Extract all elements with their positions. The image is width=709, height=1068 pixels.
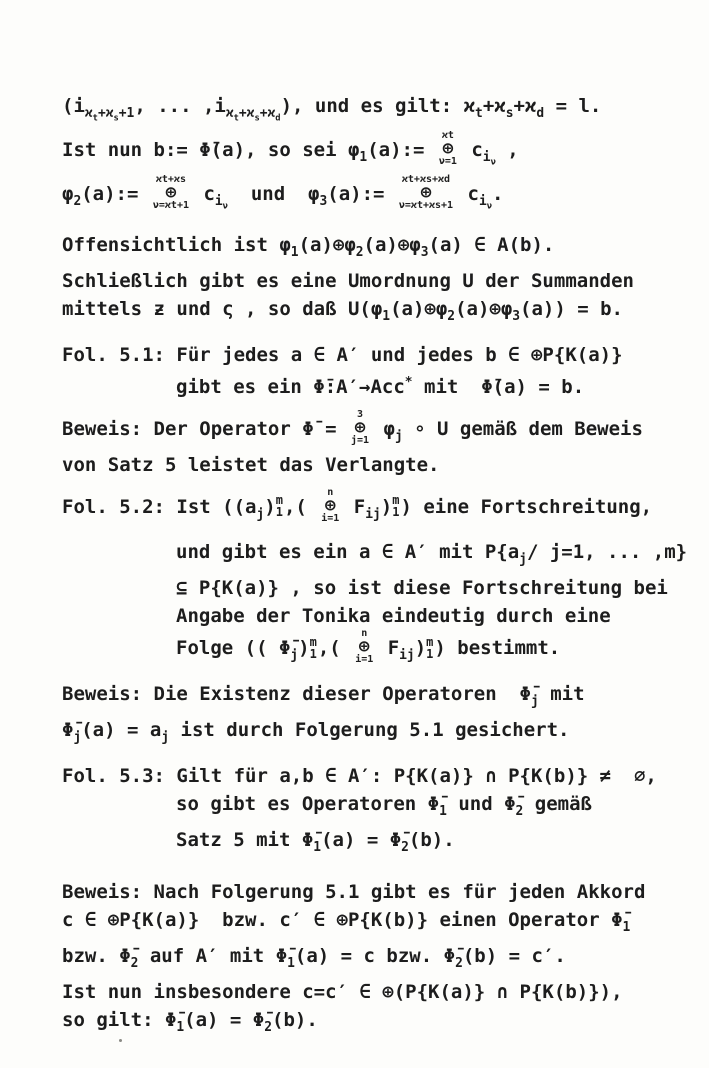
text-line: Beweis: Der Operator Φ̄ = 3 ⊕ j=1 $\varphi_j$ ∘ U gemäß dem Beweis (62, 408, 643, 446)
sup-sub-index (276, 494, 283, 518)
subscript: d (275, 113, 281, 124)
operator-upper-limit: n (361, 628, 368, 640)
subscript: 1 (382, 308, 391, 324)
superscript: * (404, 374, 413, 390)
text-line: Folge (( $\Phī_j$) m 1 ,( n ⊕ i=1 $F_{ij}$) m 1 ) bestimmt. (176, 628, 561, 666)
operator-lower-limit: i=1 (321, 512, 340, 524)
subscript: s (254, 113, 260, 124)
text-line: ($i_{ϰ_t+ϰ_s+1}$, ... $,i_{ϰ_t+ϰ_s+ϰ_d}$), und es gilt: $ϰ_t+ϰ_s+ϰ_d = l$. (62, 95, 602, 124)
circled-plus-icon: ⊕ (165, 182, 177, 204)
text-line: so gilt: $\Phī_1(a)$ = $\Phī_2(b)$. (62, 1008, 318, 1035)
sup-sub-index (392, 494, 399, 518)
subscript: j (394, 428, 403, 444)
subscript: j (161, 730, 170, 746)
upper-index: m (309, 634, 317, 649)
text-line: Schließlich gibt es eine Umordnung U der Summanden (62, 269, 634, 292)
subscript: 2 (515, 803, 524, 819)
sup-sub-index (310, 636, 317, 660)
scan-artifact-dot (119, 1039, 122, 1042)
upper-index: m (426, 634, 434, 649)
text-line: Ist nun b:= Φ̄(a), so sei $\varphi_1(a):=$ ϰt ⊕ ν=1 $c_{i_\nu}$ , (62, 130, 519, 168)
upper-index: m (275, 493, 283, 508)
text-line: ⊆ P{K(a)} , so ist diese Fortschreitung bei (176, 577, 668, 600)
subscript: j (256, 506, 265, 522)
operator-lower-limit: i=1 (355, 654, 374, 666)
subscript: 2 (130, 955, 139, 971)
text-line: $\Phī_j(a) = a_j$ ist durch Folgerung 5.1 gesichert. (62, 719, 570, 746)
subscript: ν (486, 201, 493, 212)
oplus-big-operator (439, 130, 457, 167)
subscript: ij (365, 506, 381, 522)
upper-index: m (392, 493, 400, 508)
subscript: ij (399, 648, 415, 664)
text-line: Offensichtlich ist $\varphi_1(a)\oplus\varphi_2(a)\oplus\varphi_3(a)$ ∈ A(b). (62, 233, 555, 260)
subscript: iν (482, 150, 496, 168)
operator-lower-limit: ν=ϰt+1 (152, 200, 189, 212)
subscript: 2 (73, 194, 82, 210)
operator-upper-limit: n (327, 486, 334, 498)
oplus-big-operator (351, 409, 369, 446)
subscript: iν (478, 194, 493, 212)
circled-plus-icon: ⊕ (358, 636, 370, 658)
subscript: 1 (176, 1019, 185, 1035)
text-line: so gibt es Operatoren $\Phī_1$ und $\Phī_2$ gemäß (176, 793, 592, 819)
subscript: 2 (447, 308, 456, 324)
subscript: 1 (622, 919, 631, 935)
text-line: Beweis: Die Existenz dieser Operatoren $\Phī_j$ mit (62, 683, 585, 710)
operator-upper-limit: ϰt+ϰs (155, 174, 186, 186)
subscript: t (475, 105, 483, 121)
subscript: ν (490, 157, 496, 168)
subscript: 1 (287, 955, 295, 971)
subscript: j (519, 552, 527, 568)
subscript: 2 (355, 244, 364, 260)
subscript: 3 (319, 194, 328, 210)
text-line: c ∈ ⊕P{K(a)} bzw. c′ ∈ ⊕P{K(b)} einen Operator $\Phī_1$ (62, 908, 631, 935)
text-line: Fol. 5.3: Gilt für a,b ∈ A′: P{K(a)} ∩ P{K(b)} ≠ ∅, (62, 765, 657, 788)
circled-plus-icon: ⊕ (354, 416, 366, 438)
text-line: Satz 5 mit $\Phī_1(a)$ = $\Phī_2(b)$. (176, 828, 455, 855)
text-line: Fol. 5.1: Für jedes a ∈ A′ und jedes b ∈ ⊕P{K(a)} (62, 343, 623, 366)
operator-lower-limit: ν=ϰt+ϰs+1 (398, 200, 454, 212)
subscript: 3 (512, 308, 521, 324)
subscript: 2 (401, 839, 409, 855)
oplus-big-operator (321, 487, 339, 524)
subscript: j (290, 648, 299, 664)
subscript: 2 (455, 955, 463, 971)
text-line: Beweis: Nach Folgerung 5.1 gibt es für jeden Akkord (62, 880, 646, 903)
text-line: und gibt es ein a ∈ A′ mit $P\{a_j/$ j=1, ... ,m} (176, 541, 688, 568)
subscript: s (505, 105, 514, 121)
lower-index: 1 (309, 646, 317, 661)
operator-upper-limit: 3 (357, 408, 364, 420)
oplus-big-operator (153, 174, 189, 211)
operator-upper-limit: ϰt (441, 130, 454, 142)
text-line: Ist nun insbesondere c=c′ ∈ ⊕(P{K(a)} ∩ P{K(b)}), (62, 980, 623, 1003)
text-block (62, 92, 688, 1042)
text-line: Fol. 5.2: Ist ($(a_j)$ m 1 ,( n ⊕ i=1 $F_{ij}$) m 1 ) eine Fortschreitung, (62, 486, 653, 524)
subscript: 2 (264, 1019, 273, 1035)
text-line: Angabe der Tonika eindeutig durch eine (176, 605, 611, 628)
text-line: $\varphi_2(a):=$ ϰt+ϰs ⊕ ν=ϰt+1 $c_{i_\nu}$ und $\varphi_3(a):=$ ϰt+ϰs+ϰd ⊕ ν=ϰt+ϰs+1 $c_{i_\nu}$. (62, 174, 504, 212)
subscript: 1 (439, 803, 447, 819)
subscript: t (233, 113, 239, 124)
subscript: ϰt+ϰs+ϰd (225, 105, 281, 124)
subscript: j (73, 730, 82, 746)
subscript: ν (222, 201, 228, 212)
text-line: mittels ƶ und ς , so daß $U(\varphi_1(a)\oplus\varphi_2(a)\oplus\varphi_3(a)) = b$. (62, 297, 623, 324)
subscript: 1 (313, 839, 322, 855)
circled-plus-icon: ⊕ (420, 182, 432, 204)
operator-lower-limit: ν=1 (438, 156, 457, 168)
subscript: 3 (420, 244, 429, 260)
text-line: von Satz 5 leistet das Verlangte. (62, 453, 440, 476)
circled-plus-icon: ⊕ (324, 494, 336, 516)
subscript: ϰt+ϰs+1 (84, 105, 135, 124)
subscript: j (531, 694, 539, 710)
subscript: t (92, 113, 98, 124)
lower-index: 1 (392, 505, 400, 520)
text-line: gibt es ein Φ̄:A′→Acc* mit Φ̄(a) = b. (176, 374, 585, 398)
text-line: bzw. $\Phī_2$ auf A′ mit $\Phī_1(a) = c$ bzw. $\Phī_2(b) = c'$. (62, 944, 566, 971)
subscript: s (113, 113, 119, 124)
oplus-big-operator (399, 174, 453, 211)
lower-index: 1 (426, 646, 434, 661)
subscript: 1 (290, 244, 299, 260)
subscript: iν (214, 194, 228, 212)
subscript: 1 (359, 150, 368, 166)
oplus-big-operator (355, 628, 373, 665)
subscript: d (536, 105, 545, 121)
lower-index: 1 (275, 505, 283, 520)
circled-plus-icon: ⊕ (442, 138, 454, 160)
operator-lower-limit: j=1 (350, 434, 370, 446)
sup-sub-index (426, 636, 433, 660)
operator-upper-limit: ϰt+ϰs+ϰd (401, 174, 451, 186)
